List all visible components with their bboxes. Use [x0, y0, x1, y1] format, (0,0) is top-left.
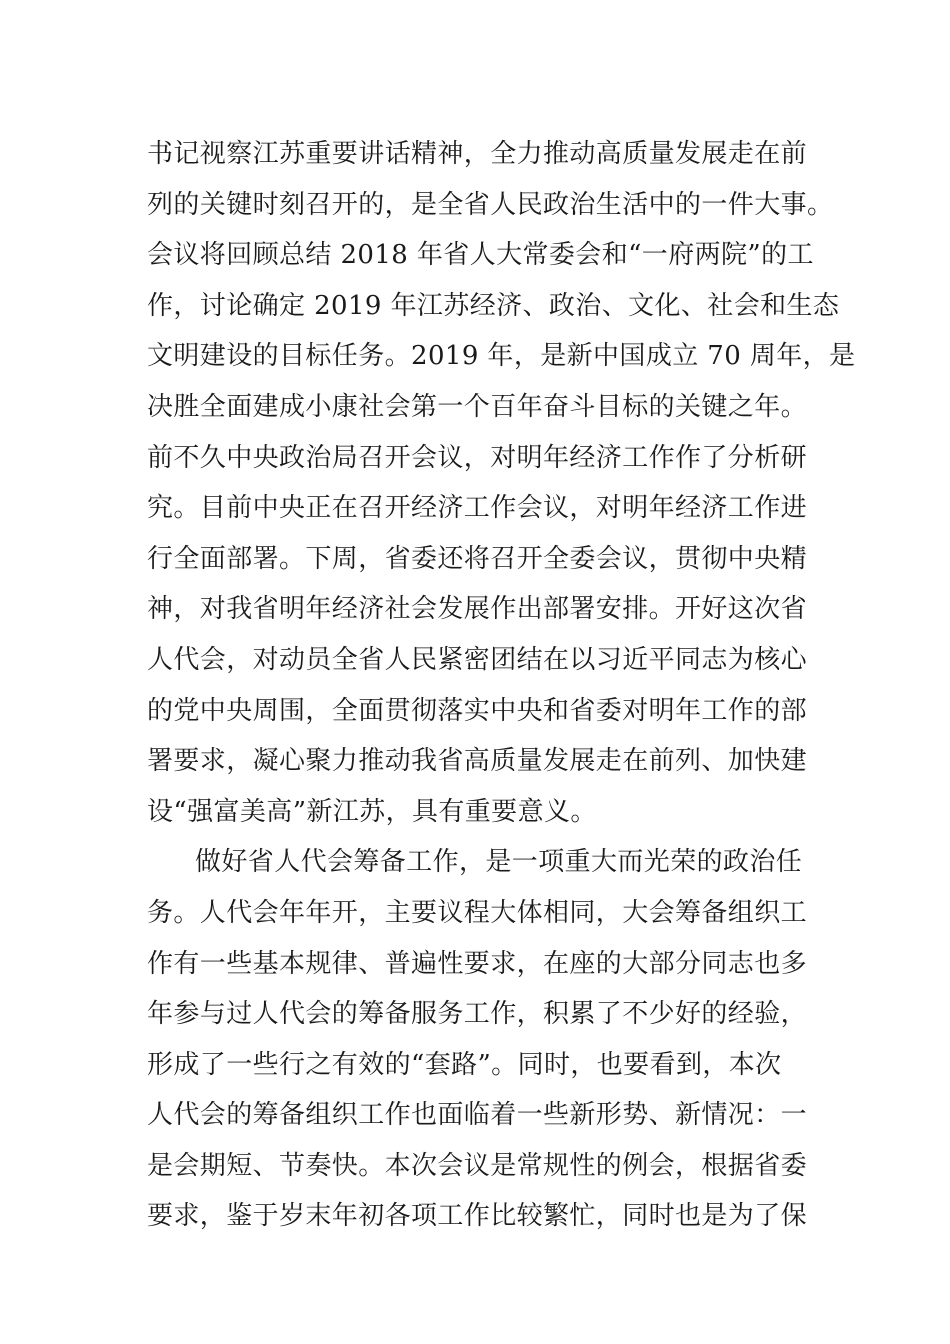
- text-line: 人代会的筹备组织工作也面临着一些新形势、新情况：一: [147, 1100, 808, 1131]
- paragraph-first-line: 做好省人代会筹备工作，是一项重大而光荣的政治任: [195, 847, 803, 878]
- text-line: 前不久中央政治局召开会议，对明年经济工作作了分析研: [147, 442, 808, 473]
- text-line: 神，对我省明年经济社会发展作出部署安排。开好这次省: [147, 594, 808, 625]
- text-line: 书记视察江苏重要讲话精神，全力推动高质量发展走在前: [147, 139, 808, 169]
- text-line: 作有一些基本规律、普遍性要求，在座的大部分同志也多: [147, 948, 808, 979]
- text-line: 务。人代会年年开，主要议程大体相同，大会筹备组织工: [147, 897, 808, 928]
- text-line: 署要求，凝心聚力推动我省高质量发展走在前列、加快建: [147, 746, 808, 777]
- body-text: [147, 129, 856, 1242]
- text-line: 作，讨论确定 2019 年江苏经济、政治、文化、社会和生态: [147, 290, 840, 321]
- text-line: 要求，鉴于岁末年初各项工作比较繁忙，同时也是为了保: [147, 1201, 808, 1232]
- text-line: 年参与过人代会的筹备服务工作，积累了不少好的经验，: [147, 999, 808, 1030]
- text-line: 列的关键时刻召开的，是全省人民政治生活中的一件大事。: [147, 189, 834, 220]
- text-line: 决胜全面建成小康社会第一个百年奋斗目标的关键之年。: [147, 391, 808, 422]
- text-line: 人代会，对动员全省人民紧密团结在以习近平同志为核心: [147, 644, 808, 675]
- text-line: 设“强富美高”新江苏，具有重要意义。: [147, 796, 597, 827]
- text-line: 会议将回顾总结 2018 年省人大常委会和“一府两院”的工: [147, 240, 814, 271]
- text-line: 究。目前中央正在召开经济工作会议，对明年经济工作进: [147, 493, 808, 524]
- text-line: 文明建设的目标任务。2019 年，是新中国成立 70 周年，是: [147, 341, 856, 372]
- text-line: 形成了一些行之有效的“套路”。同时，也要看到，本次: [147, 1049, 782, 1080]
- text-line: 是会期短、节奏快。本次会议是常规性的例会，根据省委: [147, 1150, 808, 1181]
- text-line: 行全面部署。下周，省委还将召开全委会议，贯彻中央精: [147, 543, 808, 574]
- text-line: 的党中央周围，全面贯彻落实中央和省委对明年工作的部: [147, 695, 808, 726]
